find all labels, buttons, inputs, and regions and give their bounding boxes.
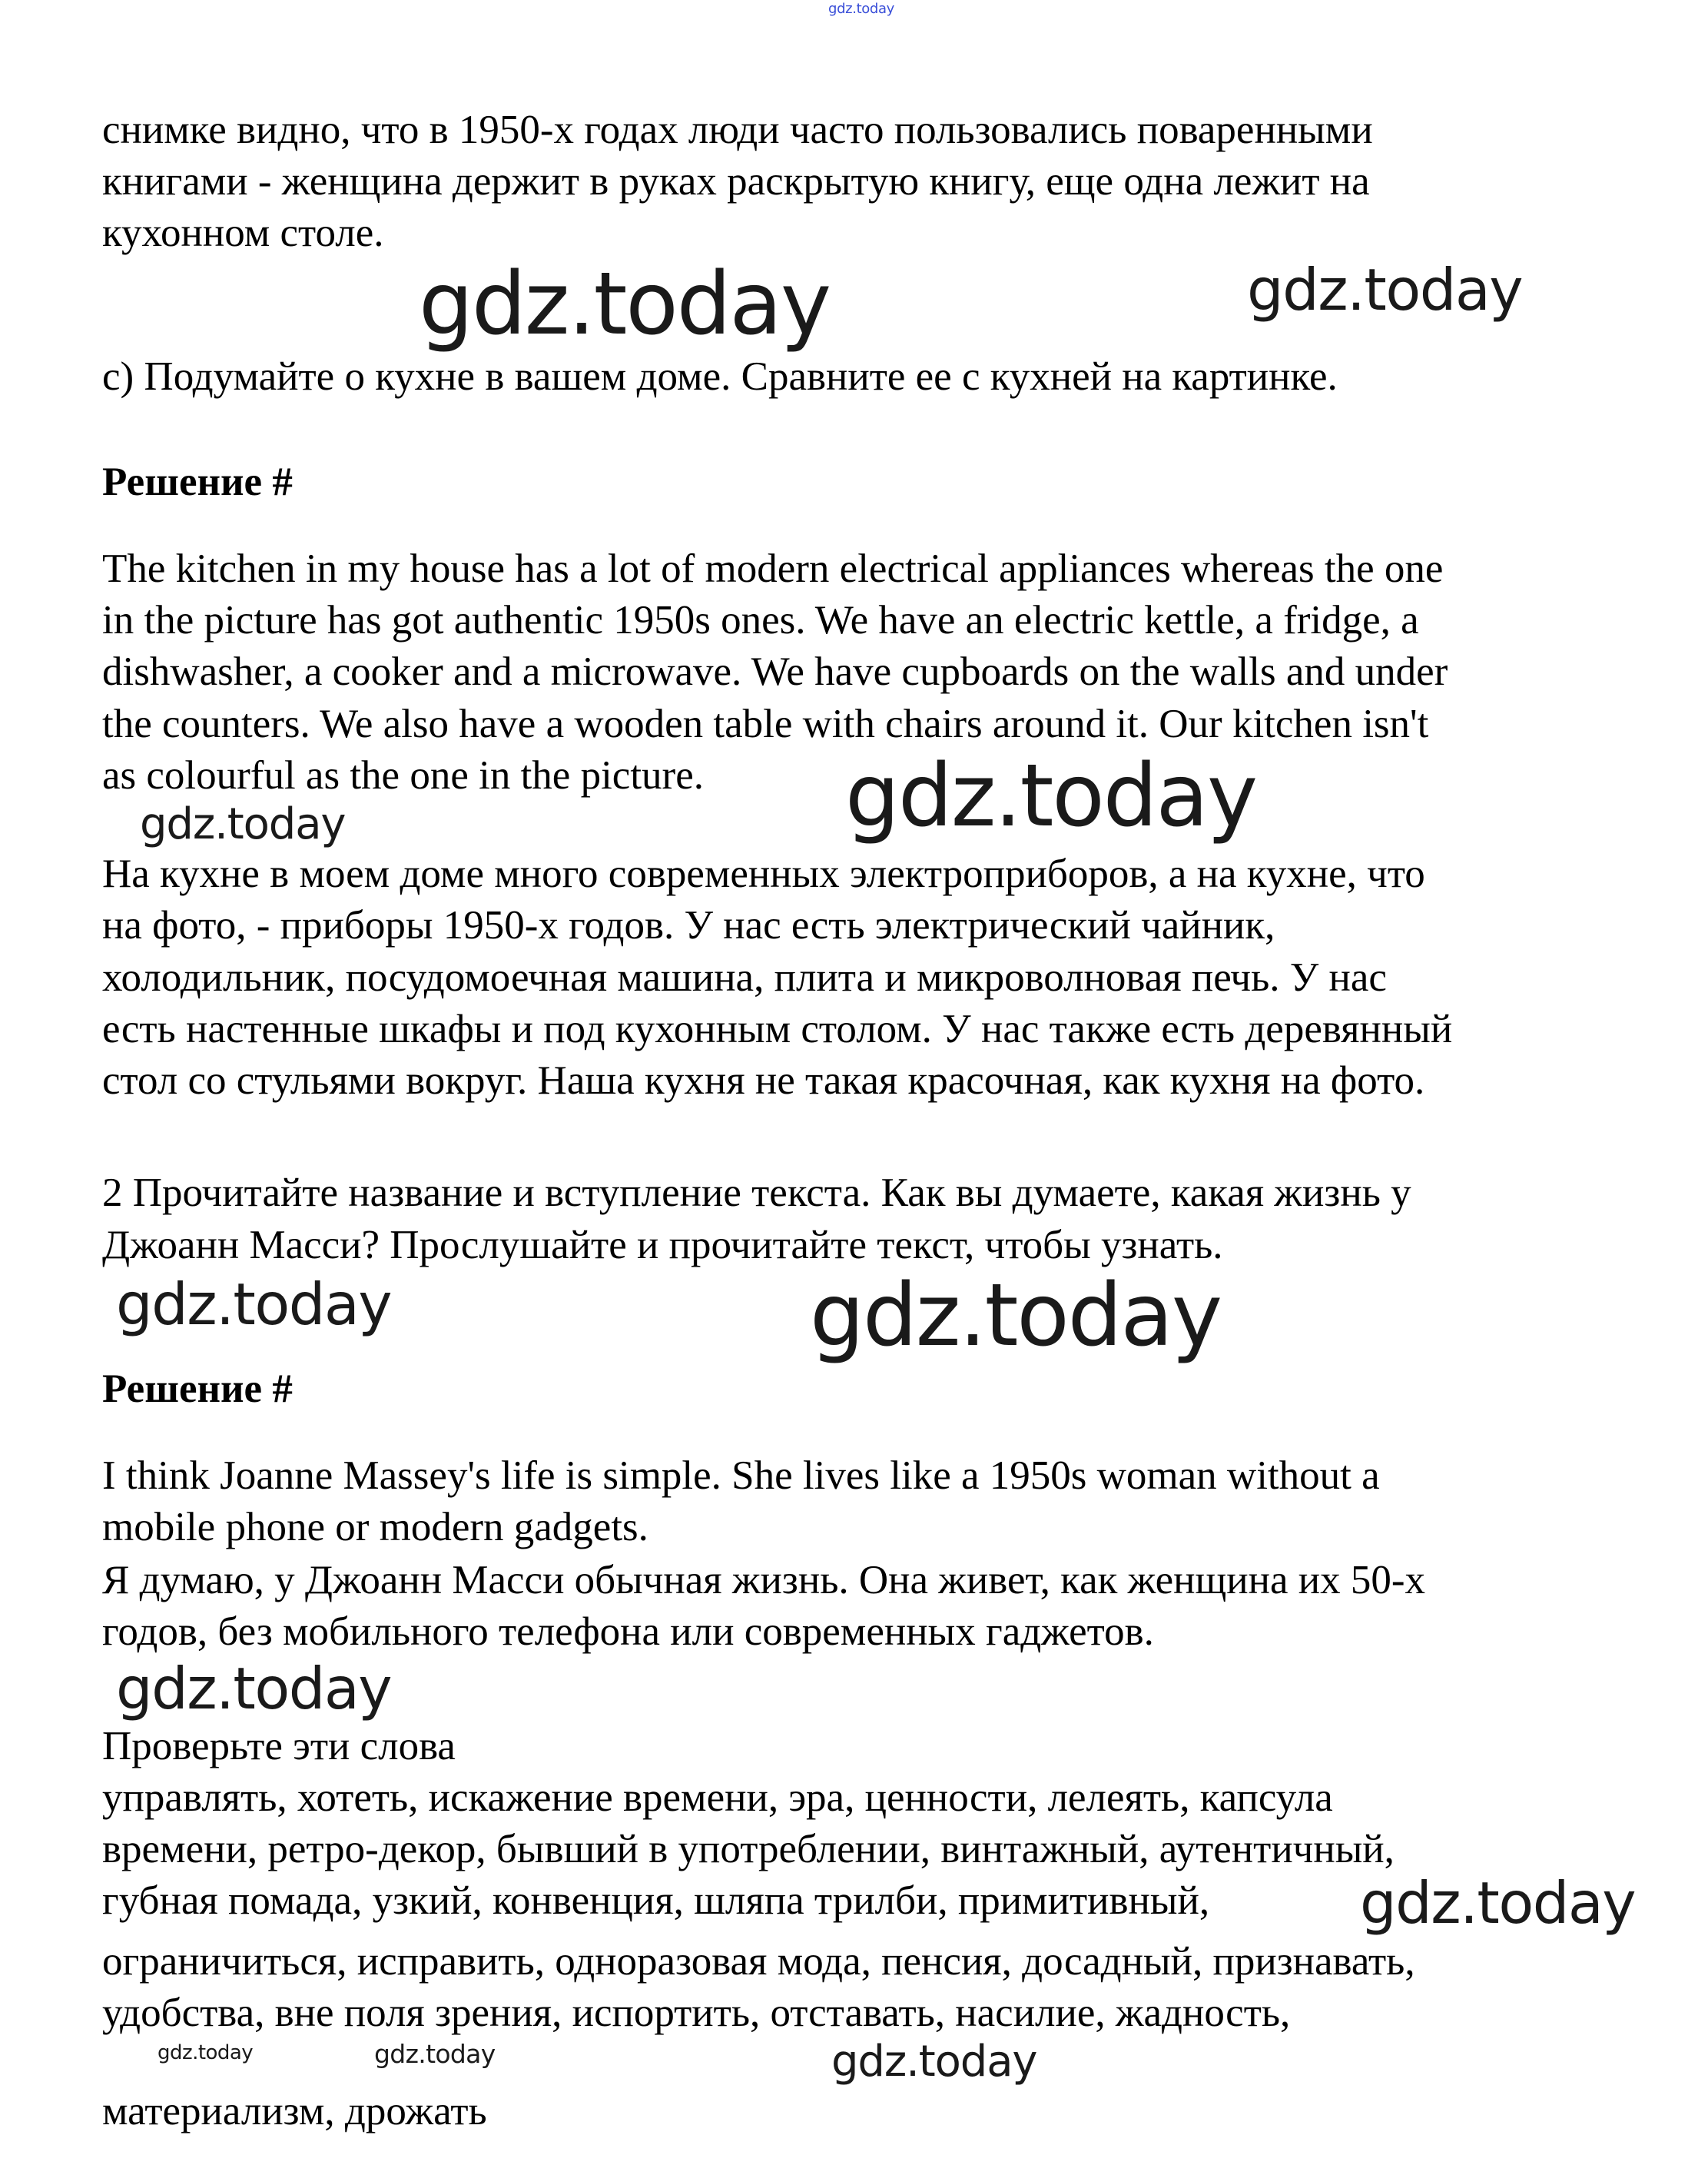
watermark: gdz.today — [1247, 256, 1523, 324]
task-c: c) Подумайте о кухне в вашем доме. Сравните ее с кухней на картинке. — [102, 354, 1338, 399]
answer-en-line: as colourful as the one in the picture. — [102, 753, 704, 798]
watermark: gdz.today — [419, 254, 830, 354]
answer-ru-line: стол со стульями вокруг. Наша кухня не такая красочная, как кухня на фото. — [102, 1058, 1425, 1103]
watermark: gdz.today — [845, 746, 1256, 846]
intro-line: кухонном столе. — [102, 211, 384, 255]
watermark: gdz.today — [140, 799, 346, 849]
check-words-line: управлять, хотеть, искажение времени, эра, ценности, лелеять, капсула — [102, 1775, 1333, 1820]
watermark: gdz.today — [116, 1655, 392, 1722]
task-2-line: Джоанн Масси? Прослушайте и прочитайте текст, чтобы узнать. — [102, 1223, 1223, 1267]
answer-en-line: in the picture has got authentic 1950s ones. We have an electric kettle, a fridge, a — [102, 598, 1419, 643]
watermark: gdz.today — [1360, 1869, 1636, 1937]
check-words-line: удобства, вне поля зрения, испортить, отставать, насилие, жадность, — [102, 1991, 1291, 2035]
watermark: gdz.today — [158, 2041, 254, 2064]
answer-en-line: the counters. We also have a wooden table with chairs around it. Our kitchen isn't — [102, 702, 1429, 746]
task-2-line: 2 Прочитайте название и вступление текста. Как вы думаете, какая жизнь у — [102, 1171, 1411, 1215]
answer-ru-line: холодильник, посудомоечная машина, плита и микроволновая печь. У нас — [102, 955, 1387, 1000]
answer-ru-line: есть настенные шкафы и под кухонным столом. У нас также есть деревянный — [102, 1007, 1453, 1051]
answer-ru-line: Я думаю, у Джоанн Масси обычная жизнь. Она живет, как женщина их 50-х — [102, 1558, 1426, 1602]
answer-en-line: mobile phone or modern gadgets. — [102, 1505, 648, 1549]
check-words-line: губная помада, узкий, конвенция, шляпа трилби, примитивный, — [102, 1878, 1210, 1923]
header-watermark: gdz.today — [828, 1, 894, 17]
answer-en-line: I think Joanne Massey's life is simple. She lives like a 1950s woman without a — [102, 1453, 1380, 1498]
check-words-line: ограничиться, исправить, одноразовая мода, пенсия, досадный, признавать, — [102, 1939, 1415, 1984]
answer-en-line: dishwasher, a cooker and a microwave. We have cupboards on the walls and under — [102, 649, 1448, 694]
watermark: gdz.today — [810, 1266, 1221, 1366]
answer-ru-line: На кухне в моем доме много современных электроприборов, а на кухне, что — [102, 852, 1425, 896]
solution-heading: Решение # — [102, 1366, 293, 1411]
watermark: gdz.today — [116, 1270, 392, 1338]
check-words-line: времени, ретро-декор, бывший в употреблении, винтажный, аутентичный, — [102, 1827, 1395, 1871]
check-words-line: материализм, дрожать — [102, 2089, 487, 2133]
check-words-heading: Проверьте эти слова — [102, 1724, 456, 1768]
intro-line: книгами - женщина держит в руках раскрытую книгу, еще одна лежит на — [102, 159, 1370, 204]
intro-line: снимке видно, что в 1950-х годах люди часто пользовались поваренными — [102, 108, 1373, 152]
watermark: gdz.today — [374, 2039, 496, 2069]
answer-ru-line: на фото, - приборы 1950-х годов. У нас есть электрический чайник, — [102, 903, 1275, 948]
answer-ru-line: годов, без мобильного телефона или современных гаджетов. — [102, 1609, 1154, 1654]
watermark: gdz.today — [831, 2037, 1037, 2087]
solution-heading: Решение # — [102, 460, 293, 504]
answer-en-line: The kitchen in my house has a lot of modern electrical appliances whereas the one — [102, 546, 1444, 591]
